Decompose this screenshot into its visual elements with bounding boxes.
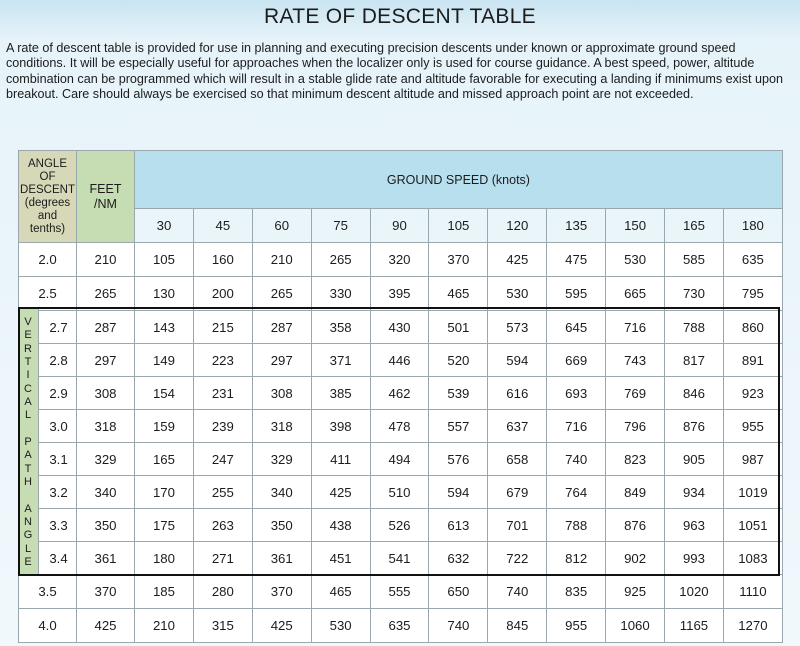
descent-rate-cell: 465 (311, 575, 370, 609)
descent-rate-cell: 280 (193, 575, 252, 609)
descent-rate-cell: 318 (252, 410, 311, 443)
descent-rate-cell: 530 (606, 243, 665, 277)
descent-rate-cell: 215 (193, 311, 252, 344)
descent-rate-cell: 740 (429, 609, 488, 643)
descent-rate-cell: 462 (370, 377, 429, 410)
descent-rate-cell: 358 (311, 311, 370, 344)
descent-rate-cell: 180 (135, 542, 194, 575)
descent-rate-cell: 350 (252, 509, 311, 542)
descent-rate-cell: 788 (665, 311, 724, 344)
feet-per-nm-cell: 350 (77, 509, 135, 542)
speed-header-cell: 180 (723, 209, 782, 243)
descent-rate-cell: 520 (429, 344, 488, 377)
descent-rate-cell: 788 (547, 509, 606, 542)
descent-rate-cell: 812 (547, 542, 606, 575)
descent-rate-cell: 902 (606, 542, 665, 575)
descent-rate-cell: 539 (429, 377, 488, 410)
intro-paragraph: A rate of descent table is provided for use in planning and executing precision descents under known or approximate ground speed conditions. It will be especially useful for approaches when the localizer only is used for course guidance. A best speed, power, altitude combination can be programmed which will result in a stable glide rate and altitude favorable for executing a landing if minimums exist upon breakout. Care should always be exercised so that minimum descent altitude and missed approach point are not exceeded. (6, 41, 784, 102)
descent-rate-cell: 210 (135, 609, 194, 643)
angle-cell: 2.0 (19, 243, 77, 277)
descent-rate-cell: 876 (665, 410, 724, 443)
descent-rate-cell: 330 (311, 277, 370, 311)
rate-of-descent-table (18, 150, 783, 643)
table-row (19, 277, 783, 311)
feet-per-nm-cell: 361 (77, 542, 135, 575)
descent-rate-cell: 823 (606, 443, 665, 476)
descent-rate-cell: 1083 (723, 542, 782, 575)
descent-rate-cell: 494 (370, 443, 429, 476)
descent-rate-cell: 645 (547, 311, 606, 344)
descent-rate-cell: 849 (606, 476, 665, 509)
feet-per-nm-cell: 287 (77, 311, 135, 344)
vertical-label-letter: L (24, 409, 32, 422)
descent-rate-cell: 411 (311, 443, 370, 476)
descent-rate-cell: 817 (665, 344, 724, 377)
speed-header-cell: 105 (429, 209, 488, 243)
descent-rate-cell: 130 (135, 277, 194, 311)
descent-rate-cell: 223 (193, 344, 252, 377)
descent-rate-cell: 769 (606, 377, 665, 410)
descent-rate-cell: 541 (370, 542, 429, 575)
descent-rate-cell: 1020 (665, 575, 724, 609)
angle-cell: 2.8 (19, 344, 77, 377)
descent-rate-cell: 501 (429, 311, 488, 344)
speed-header-cell: 150 (606, 209, 665, 243)
descent-rate-cell: 149 (135, 344, 194, 377)
feet-per-nm-cell: 329 (77, 443, 135, 476)
descent-rate-cell: 239 (193, 410, 252, 443)
descent-rate-cell: 105 (135, 243, 194, 277)
descent-rate-cell: 594 (429, 476, 488, 509)
descent-rate-cell: 693 (547, 377, 606, 410)
descent-rate-cell: 665 (606, 277, 665, 311)
feet-per-nm-cell: 265 (77, 277, 135, 311)
descent-rate-cell: 329 (252, 443, 311, 476)
table-row (19, 243, 783, 277)
table-row (19, 575, 783, 609)
descent-rate-cell: 465 (429, 277, 488, 311)
speed-header-cell: 75 (311, 209, 370, 243)
descent-rate-cell: 530 (488, 277, 547, 311)
descent-rate-cell: 159 (135, 410, 194, 443)
descent-rate-cell: 446 (370, 344, 429, 377)
feet-per-nm-cell: 340 (77, 476, 135, 509)
descent-rate-cell: 430 (370, 311, 429, 344)
descent-rate-cell: 740 (488, 575, 547, 609)
descent-rate-cell: 795 (723, 277, 782, 311)
descent-rate-cell: 635 (370, 609, 429, 643)
descent-rate-cell: 425 (252, 609, 311, 643)
descent-rate-cell: 835 (547, 575, 606, 609)
angle-cell: 3.5 (19, 575, 77, 609)
descent-rate-cell: 934 (665, 476, 724, 509)
descent-rate-cell: 371 (311, 344, 370, 377)
angle-cell: 2.7 (19, 311, 77, 344)
speed-header-cell: 165 (665, 209, 724, 243)
descent-rate-cell: 650 (429, 575, 488, 609)
descent-rate-cell: 438 (311, 509, 370, 542)
descent-rate-cell: 170 (135, 476, 194, 509)
angle-cell: 3.1 (19, 443, 77, 476)
vertical-label-letter: R (24, 342, 32, 355)
angle-header: ANGLE OF DESCENT (degrees and tenths) (19, 151, 77, 243)
descent-rate-cell: 265 (311, 243, 370, 277)
descent-rate-cell: 320 (370, 243, 429, 277)
descent-rate-cell: 530 (311, 609, 370, 643)
table-row (19, 509, 783, 542)
vertical-label-letter: A (24, 449, 32, 462)
vertical-label-letter: G (23, 529, 33, 542)
descent-rate-cell: 385 (311, 377, 370, 410)
descent-rate-cell: 1165 (665, 609, 724, 643)
feet-per-nm-cell: 308 (77, 377, 135, 410)
descent-rate-cell: 370 (429, 243, 488, 277)
descent-rate-cell: 255 (193, 476, 252, 509)
descent-rate-cell: 845 (488, 609, 547, 643)
speed-header-cell: 30 (135, 209, 194, 243)
table-row (19, 377, 783, 410)
descent-rate-cell: 637 (488, 410, 547, 443)
descent-rate-cell: 955 (547, 609, 606, 643)
feet-per-nm-header: FEET /NM (77, 151, 135, 243)
descent-rate-cell: 475 (547, 243, 606, 277)
descent-rate-cell: 891 (723, 344, 782, 377)
descent-rate-cell: 585 (665, 243, 724, 277)
vertical-label-letter: A (24, 395, 32, 408)
descent-rate-cell: 425 (311, 476, 370, 509)
vertical-label-letter: E (24, 555, 32, 568)
descent-rate-cell: 340 (252, 476, 311, 509)
descent-rate-cell: 963 (665, 509, 724, 542)
descent-rate-cell: 175 (135, 509, 194, 542)
feet-per-nm-cell: 425 (77, 609, 135, 643)
descent-rate-cell: 247 (193, 443, 252, 476)
angle-cell: 3.4 (19, 542, 77, 575)
descent-rate-cell: 716 (606, 311, 665, 344)
descent-rate-cell: 1110 (723, 575, 782, 609)
descent-rate-cell: 395 (370, 277, 429, 311)
vertical-label-letter (26, 424, 29, 435)
descent-rate-cell: 764 (547, 476, 606, 509)
descent-rate-cell: 510 (370, 476, 429, 509)
descent-rate-cell: 361 (252, 542, 311, 575)
table-row (19, 443, 783, 476)
vertical-path-angle-label (18, 309, 39, 576)
descent-rate-cell: 210 (252, 243, 311, 277)
descent-rate-cell: 263 (193, 509, 252, 542)
descent-rate-cell: 635 (723, 243, 782, 277)
vertical-label-letter: P (24, 435, 32, 448)
descent-rate-cell: 860 (723, 311, 782, 344)
descent-rate-cell: 398 (311, 410, 370, 443)
vertical-label-letter: T (24, 355, 32, 368)
descent-rate-cell: 955 (723, 410, 782, 443)
descent-rate-cell: 154 (135, 377, 194, 410)
descent-rate-cell: 594 (488, 344, 547, 377)
descent-rate-cell: 740 (547, 443, 606, 476)
descent-rate-cell: 613 (429, 509, 488, 542)
angle-cell: 3.2 (19, 476, 77, 509)
descent-rate-cell: 315 (193, 609, 252, 643)
feet-per-nm-cell: 318 (77, 410, 135, 443)
descent-rate-cell: 658 (488, 443, 547, 476)
vertical-label-letter: L (24, 542, 32, 555)
table-row (19, 609, 783, 643)
descent-rate-cell: 451 (311, 542, 370, 575)
descent-rate-cell: 1019 (723, 476, 782, 509)
descent-rate-cell: 616 (488, 377, 547, 410)
descent-rate-cell: 165 (135, 443, 194, 476)
descent-rate-cell: 730 (665, 277, 724, 311)
descent-rate-cell: 297 (252, 344, 311, 377)
descent-rate-cell: 722 (488, 542, 547, 575)
speed-header-cell: 45 (193, 209, 252, 243)
vertical-label-letter: A (24, 502, 32, 515)
descent-rate-cell: 987 (723, 443, 782, 476)
descent-rate-cell: 160 (193, 243, 252, 277)
descent-rate-cell: 1060 (606, 609, 665, 643)
descent-rate-cell: 1270 (723, 609, 782, 643)
table-row (19, 476, 783, 509)
descent-rate-cell: 925 (606, 575, 665, 609)
angle-cell: 2.9 (19, 377, 77, 410)
descent-rate-cell: 557 (429, 410, 488, 443)
descent-rate-cell: 231 (193, 377, 252, 410)
descent-rate-cell: 478 (370, 410, 429, 443)
descent-rate-cell: 669 (547, 344, 606, 377)
vertical-label-letter: E (24, 329, 32, 342)
descent-rate-cell: 923 (723, 377, 782, 410)
angle-cell: 3.0 (19, 410, 77, 443)
descent-rate-cell: 876 (606, 509, 665, 542)
descent-rate-cell: 701 (488, 509, 547, 542)
angle-cell: 3.3 (19, 509, 77, 542)
descent-rate-cell: 796 (606, 410, 665, 443)
vertical-label-letter: N (24, 515, 32, 528)
descent-rate-cell: 716 (547, 410, 606, 443)
vertical-label-letter: H (24, 475, 32, 488)
ground-speed-header: GROUND SPEED (knots) (135, 151, 783, 209)
table-row (19, 542, 783, 575)
descent-rate-cell: 743 (606, 344, 665, 377)
speed-header-cell: 90 (370, 209, 429, 243)
table-row (19, 311, 783, 344)
descent-rate-cell: 905 (665, 443, 724, 476)
table-row (19, 344, 783, 377)
vertical-label-letter: C (24, 382, 32, 395)
speed-header-cell: 120 (488, 209, 547, 243)
descent-rate-cell: 143 (135, 311, 194, 344)
feet-per-nm-cell: 370 (77, 575, 135, 609)
speed-header-cell: 135 (547, 209, 606, 243)
descent-rate-cell: 370 (252, 575, 311, 609)
descent-rate-cell: 185 (135, 575, 194, 609)
vertical-label-letter: V (24, 316, 32, 328)
vertical-label-letter (26, 490, 29, 501)
vertical-label-letter: T (24, 462, 32, 475)
descent-rate-cell: 993 (665, 542, 724, 575)
table-row (19, 410, 783, 443)
descent-rate-cell: 425 (488, 243, 547, 277)
page-title: RATE OF DESCENT TABLE (264, 5, 536, 28)
descent-rate-cell: 555 (370, 575, 429, 609)
descent-rate-cell: 679 (488, 476, 547, 509)
speed-header-cell: 60 (252, 209, 311, 243)
descent-rate-cell: 576 (429, 443, 488, 476)
angle-cell: 4.0 (19, 609, 77, 643)
feet-per-nm-cell: 297 (77, 344, 135, 377)
vertical-label-letter: I (26, 369, 30, 382)
feet-per-nm-cell: 210 (77, 243, 135, 277)
descent-rate-cell: 632 (429, 542, 488, 575)
descent-rate-cell: 526 (370, 509, 429, 542)
descent-rate-cell: 846 (665, 377, 724, 410)
descent-rate-cell: 595 (547, 277, 606, 311)
descent-rate-cell: 271 (193, 542, 252, 575)
descent-rate-cell: 573 (488, 311, 547, 344)
descent-rate-cell: 308 (252, 377, 311, 410)
descent-rate-cell: 200 (193, 277, 252, 311)
descent-rate-cell: 287 (252, 311, 311, 344)
descent-rate-cell: 1051 (723, 509, 782, 542)
angle-cell: 2.5 (19, 277, 77, 311)
descent-rate-cell: 265 (252, 277, 311, 311)
